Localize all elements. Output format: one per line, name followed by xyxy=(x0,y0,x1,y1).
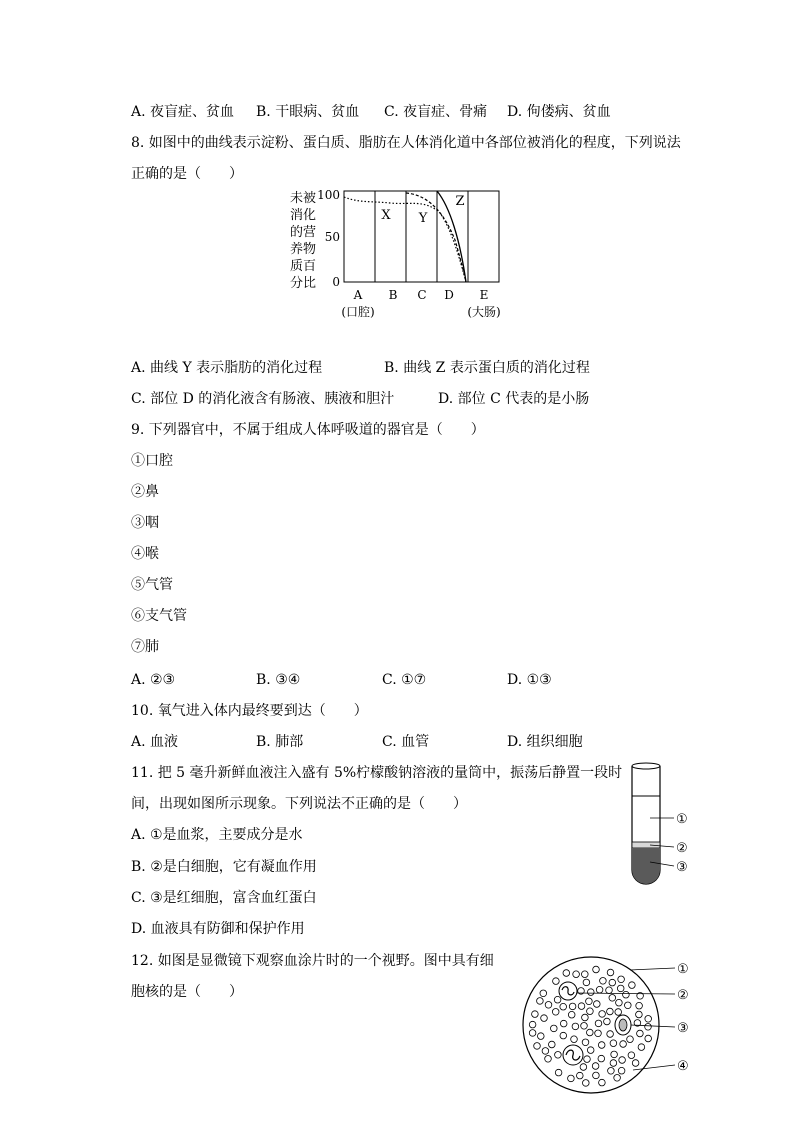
q12-label-4: ④ xyxy=(677,1059,689,1074)
q8-xsublabel-large-intestine: (大肠) xyxy=(467,305,501,319)
q11-label-3: ③ xyxy=(676,860,688,875)
q8-option-d: D. 部位 C 代表的是小肠 xyxy=(438,391,590,407)
q11-option-c: C. ③是红细胞，富含血红蛋白 xyxy=(131,890,317,906)
q11-label-1: ① xyxy=(676,812,688,827)
q9-option-d: D. ①③ xyxy=(507,672,552,688)
q10-option-b: B. 肺部 xyxy=(256,734,304,750)
q9-item: ⑤气管 xyxy=(131,577,173,593)
q8-ylabel-line: 未被 xyxy=(290,191,317,206)
q8-xlabel-b: B xyxy=(388,288,398,302)
q8-option-c: C. 部位 D 的消化液含有肠液、胰液和胆汁 xyxy=(131,391,395,407)
q8-xlabel-e: E xyxy=(479,288,489,302)
q9-item: ②鼻 xyxy=(131,484,159,500)
q9-item: ①口腔 xyxy=(131,453,173,469)
q8-ytick-0: 0 xyxy=(332,275,340,289)
q10-option-c: C. 血管 xyxy=(382,734,430,750)
q9-item: ④喉 xyxy=(131,546,159,562)
q8-digestion-chart xyxy=(280,185,520,325)
q8-stem-line2: 正确的是（ ） xyxy=(131,166,243,182)
q12-label-2: ② xyxy=(677,988,689,1003)
q9-item: ⑦肺 xyxy=(131,639,159,655)
q9-option-b: B. ③④ xyxy=(256,672,301,688)
q8-ytick-100: 100 xyxy=(317,188,340,202)
q8-chart-frame xyxy=(344,191,499,282)
q11-option-a: A. ①是血浆，主要成分是水 xyxy=(131,827,303,843)
q8-xlabel-d: D xyxy=(444,288,454,302)
q8-ylabel-line: 养物 xyxy=(290,242,317,257)
q8-ylabel-line: 分比 xyxy=(290,276,317,291)
q8-series-label-y: Y xyxy=(418,211,428,226)
q9-option-a: A. ②③ xyxy=(131,672,176,688)
q12-stem-line2: 胞核的是（ ） xyxy=(131,984,243,1000)
q12-cell-3-inner xyxy=(619,1019,627,1031)
q8-ylabel-line: 质百 xyxy=(290,259,317,274)
q12-leader-1 xyxy=(630,968,675,970)
q11-label-2: ② xyxy=(676,841,688,856)
q8-xlabel-c: C xyxy=(417,288,427,302)
q10-option-a: A. 血液 xyxy=(131,734,179,750)
q12-label-3: ③ xyxy=(677,1021,689,1036)
q9-option-c: C. ①⑦ xyxy=(382,672,427,688)
q11-red-cell-layer xyxy=(632,848,660,884)
q11-tube-rim xyxy=(632,763,660,769)
q8-option-b: B. 曲线 Z 表示蛋白质的消化过程 xyxy=(384,360,590,376)
q11-option-d: D. 血液具有防御和保护作用 xyxy=(131,921,305,937)
q11-stem-line1: 11. 把 5 毫升新鲜血液注入盛有 5%柠檬酸钠溶液的量筒中，振荡后静置一段时 xyxy=(131,765,623,781)
q7-option-c: C. 夜盲症、骨痛 xyxy=(384,104,488,120)
q12-label-1: ① xyxy=(677,962,689,977)
q8-series-label-x: X xyxy=(381,208,391,223)
q10-option-d: D. 组织细胞 xyxy=(507,734,583,750)
q9-item: ⑥支气管 xyxy=(131,608,187,624)
q8-option-a: A. 曲线 Y 表示脂肪的消化过程 xyxy=(131,360,323,376)
q11-test-tube-figure xyxy=(620,760,710,895)
q7-option-a: A. 夜盲症、贫血 xyxy=(131,104,235,120)
q7-option-d: D. 佝偻病、贫血 xyxy=(507,104,611,120)
q11-stem-line2: 间，出现如图所示现象。下列说法不正确的是（ ） xyxy=(131,796,467,812)
q8-xlabel-a: A xyxy=(353,288,363,302)
q8-ylabel-line: 的营 xyxy=(290,225,317,240)
q12-stem-line1: 12. 如图是显微镜下观察血涂片时的一个视野。图中具有细 xyxy=(131,953,494,969)
q11-option-b: B. ②是白细胞，它有凝血作用 xyxy=(131,859,317,875)
q8-ylabel-line: 消化 xyxy=(290,208,317,223)
q9-item: ③咽 xyxy=(131,515,159,531)
q8-xsublabel-mouth: (口腔) xyxy=(341,305,375,319)
q10-stem: 10. 氧气进入体内最终要到达（ ） xyxy=(131,703,368,719)
q11-white-cell-layer xyxy=(632,842,660,848)
q8-series-label-z: Z xyxy=(455,194,465,209)
q12-blood-smear-figure xyxy=(515,945,705,1095)
q8-stem-line1: 8. 如图中的曲线表示淀粉、蛋白质、脂肪在人体消化道中各部位被消化的程度，下列说法 xyxy=(131,135,681,151)
q8-ytick-50: 50 xyxy=(324,230,340,244)
q7-option-b: B. 干眼病、贫血 xyxy=(256,104,360,120)
q9-stem: 9. 下列器官中，不属于组成人体呼吸道的器官是（ ） xyxy=(131,422,485,438)
